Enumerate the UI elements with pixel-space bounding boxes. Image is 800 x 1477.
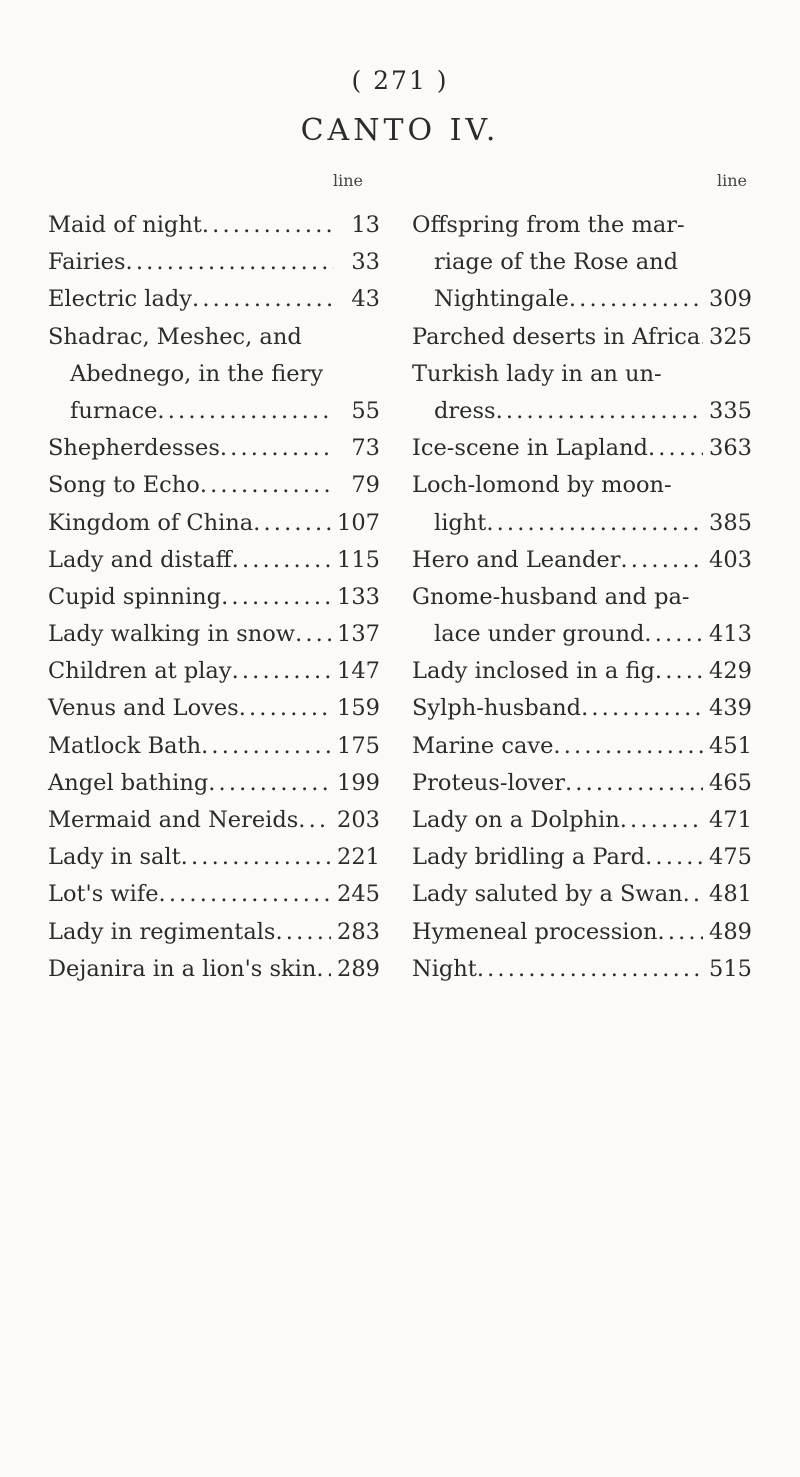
index-entry [48,728,380,765]
dot-leader [655,653,703,690]
entry-title: lace under ground [434,621,645,648]
entry-line-number: 203 [337,807,380,833]
entry-title: Hero and Leander [412,546,621,573]
entry-title: Lady and distaff [48,546,232,573]
entry-title: Gnome-husband and pa- [412,583,690,610]
dot-leader [662,356,706,393]
index-entry [412,802,752,839]
entry-line-number [706,356,752,393]
entry-line-number: 363 [709,435,752,462]
entry-line-number: 107 [337,509,380,536]
entry-line-number: 403 [709,546,752,573]
dot-leader [157,393,334,430]
entry-line-number: 465 [709,769,752,796]
dot-leader [645,839,703,876]
index-entry [412,579,752,616]
entry-line-number: 289 [337,955,380,982]
dot-leader [200,467,334,504]
entry-line-number [706,467,752,504]
entry-title: Maid of night [48,212,202,238]
left-index-column [48,207,380,988]
index-entry [48,430,380,467]
index-entry [48,914,380,951]
entry-title: Marine cave [412,732,554,759]
dot-leader [496,393,703,430]
index-entry [48,244,380,281]
index-entry [48,505,380,542]
entry-line-number: 429 [709,658,752,685]
entry-title: Loch-lomond by moon- [412,472,672,499]
entry-line-number: 221 [337,844,380,871]
entry-title: Shepherdesses [48,435,220,462]
entry-line-number: 471 [709,807,752,833]
entry-title: Lady bridling a Pard [412,844,646,871]
index-entry [412,281,752,318]
entry-title: Matlock Bath [48,732,202,759]
index-entry [412,505,752,542]
entry-line-number: 137 [337,621,380,648]
entry-title: Shadrac, Meshec, and [48,323,302,350]
entry-title: Lady on a Dolphin [412,807,620,833]
dot-leader [126,244,334,281]
index-entry [48,876,380,913]
entry-line-number: 413 [709,621,752,648]
entry-line-number: 13 [351,212,380,238]
entry-line-number: 385 [709,509,752,536]
entry-line-number: 515 [709,955,752,982]
dot-leader [316,951,331,988]
entry-line-number: 55 [351,397,380,424]
entry-title: Turkish lady in an un- [412,360,662,387]
entry-title: riage of the Rose and [434,249,679,276]
entry-title: Angel bathing [48,769,209,796]
entry-title: Song to Echo [48,472,200,499]
dot-leader [220,430,334,467]
entry-line-number: 489 [709,918,752,945]
index-entry [48,319,380,356]
entry-title: Venus and Loves [48,695,239,722]
dot-leader [569,281,703,318]
index-entry [412,467,752,504]
index-entry [412,951,752,988]
index-entry [48,653,380,690]
canto-title: CANTO IV. [300,113,500,148]
entry-line-number: 283 [337,918,380,945]
entry-line-number [706,207,752,244]
index-entry [412,876,752,913]
entry-line-number: 199 [337,769,380,796]
dot-leader [658,914,704,951]
dot-leader [232,542,331,579]
index-entry [412,728,752,765]
entry-title: Lady inclosed in a fig [412,658,655,685]
entry-title: Nightingale [434,286,569,313]
dot-leader [565,765,703,802]
entry-line-number: 33 [351,249,380,276]
dot-leader [620,802,703,839]
index-entry [412,356,752,393]
dot-leader [678,244,706,281]
entry-title: Night [412,955,477,982]
entry-line-number: 309 [709,286,752,313]
dot-leader [232,653,331,690]
entry-line-number: 73 [351,435,380,462]
dot-leader [253,505,331,542]
entry-line-number: 451 [709,732,752,759]
index-entry [48,690,380,727]
entry-line-number: 133 [337,583,380,610]
entry-title: Lot's wife [48,881,159,908]
entry-title: Kingdom of China [48,509,254,536]
entry-line-number: 475 [709,844,752,871]
entry-line-number: 79 [351,472,380,499]
index-entry [48,207,380,244]
entry-title: Abednego, in the fiery [70,360,324,387]
index-entry [412,393,752,430]
index-entry [48,839,380,876]
right-index-column [412,207,752,988]
index-entry [412,765,752,802]
entry-line-number [706,579,752,616]
index-entry [412,542,752,579]
dot-leader [298,802,331,839]
dot-leader [685,207,706,244]
entry-line-number: 481 [709,881,752,908]
dot-leader [581,690,703,727]
entry-title: Proteus-lover [412,769,565,796]
index-entry [412,616,752,653]
dot-leader [648,430,703,467]
dot-leader [486,505,703,542]
entry-line-number: 439 [709,695,752,722]
index-entry [48,281,380,318]
entry-title: Fairies [48,249,126,276]
dot-leader [159,876,332,913]
index-entry [48,616,380,653]
index-entry [412,653,752,690]
index-entry [48,467,380,504]
index-entry [412,430,752,467]
index-entry [48,542,380,579]
column-header-left: line [333,171,364,190]
index-entry [412,244,752,281]
index-entry [48,802,380,839]
dot-leader [295,616,331,653]
entry-line-number: 335 [709,397,752,424]
entry-line-number: 325 [709,323,752,350]
entry-title: Hymeneal procession [412,918,658,945]
entry-title: dress [434,397,496,424]
entry-title: Electric lady [48,286,193,313]
entry-title: Lady in salt [48,844,181,871]
entry-title: Offspring from the mar- [412,212,685,238]
dot-leader [208,765,331,802]
entry-line-number [334,356,380,393]
dot-leader [221,579,331,616]
dot-leader [621,542,704,579]
index-entry [48,951,380,988]
dot-leader [477,951,703,988]
dot-leader [323,356,334,393]
dot-leader [202,207,334,244]
dot-leader [672,467,706,504]
index-entry [412,914,752,951]
entry-line-number: 175 [337,732,380,759]
index-entry [412,839,752,876]
entry-line-number: 159 [337,695,380,722]
entry-line-number: 115 [337,546,380,573]
dot-leader [275,914,331,951]
dot-leader [553,728,703,765]
entry-title: furnace [70,397,158,424]
entry-title: Sylph-husband [412,695,582,722]
dot-leader [181,839,331,876]
entry-title: Lady walking in snow [48,621,296,648]
entry-line-number [334,319,380,356]
index-entry [48,356,380,393]
index-entry [48,579,380,616]
page-number: ( 271 ) [351,66,449,95]
dot-leader [192,281,334,318]
index-entry [48,765,380,802]
index-entry [48,393,380,430]
entry-line-number [706,244,752,281]
entry-line-number: 43 [351,286,380,313]
entry-line-number: 147 [337,658,380,685]
entry-title: Ice-scene in Lapland [412,435,648,462]
entry-title: Parched deserts in Africa [412,323,701,350]
entry-title: Mermaid and Nereids [48,807,299,833]
dot-leader [239,690,331,727]
dot-leader [201,728,331,765]
dot-leader [644,616,703,653]
entry-line-number: 245 [337,881,380,908]
dot-leader [683,876,703,913]
entry-title: Children at play [48,658,232,685]
index-entry [412,690,752,727]
dot-leader [302,319,334,356]
index-entry [412,319,752,356]
entry-title: Lady saluted by a Swan [412,881,683,908]
index-entry [412,207,752,244]
entry-title: Cupid spinning [48,583,222,610]
entry-title: Lady in regimentals [48,918,276,945]
entry-title: Dejanira in a lion's skin [48,955,317,982]
dot-leader [690,579,706,616]
column-header-right: line [717,171,748,190]
entry-title: light [434,509,487,536]
